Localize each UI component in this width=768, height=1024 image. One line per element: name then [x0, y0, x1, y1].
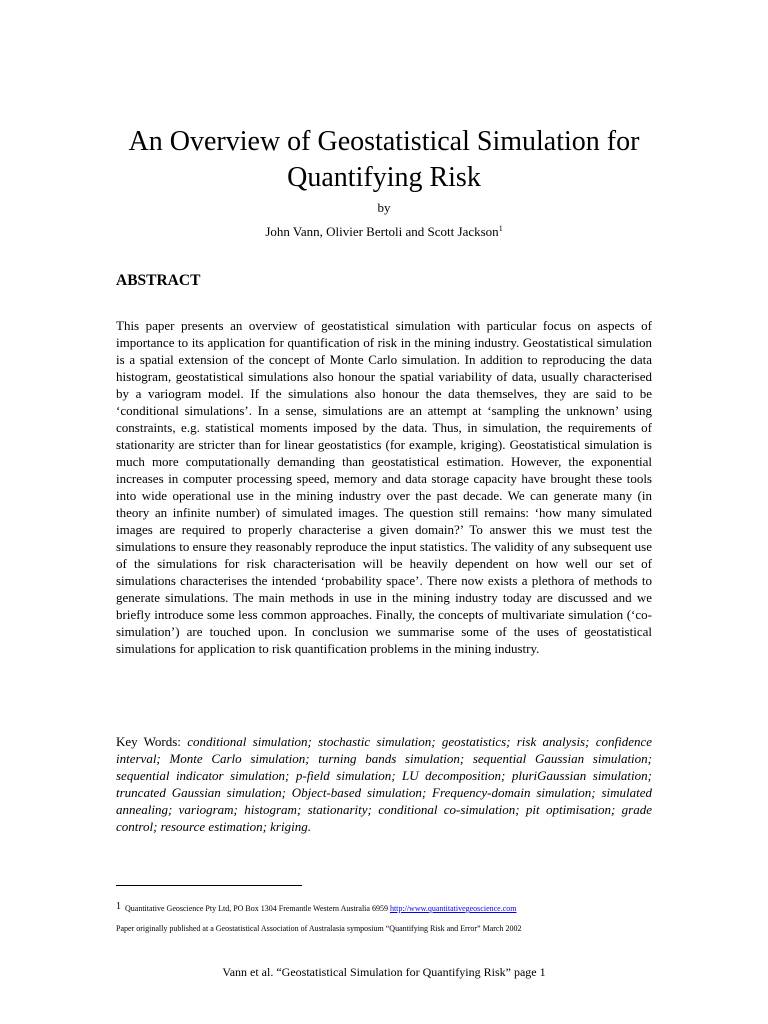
- keywords-terms: conditional simulation; stochastic simulation; geostatistics; risk analysis; confidence interval; Monte Carlo simulation; turning bands simulation; sequential Gaussian simulation; sequential indicator simulation; p-field simulation; LU decomposition; pluriGaussian simulation; truncated Gaussian simulation; Object-based simulation; Frequency-domain simulation; simulated annealing; variogram; histogram; stationarity; conditional co-simulation; pit optimisation; grade control; resource estimation; kriging.: [116, 734, 653, 834]
- author-footnote-marker: 1: [498, 224, 503, 233]
- keywords-label: Key Words:: [116, 734, 181, 749]
- by-line: by: [377, 200, 391, 215]
- footnote-divider: [116, 885, 302, 886]
- footnote-number: 1: [116, 901, 121, 912]
- keywords-paragraph: [116, 733, 652, 835]
- authors-text: John Vann, Olivier Bertoli and Scott Jackson: [265, 224, 499, 239]
- abstract-heading: ABSTRACT: [116, 272, 201, 289]
- publication-note: Paper originally published at a Geostatistical Association of Australasia symposium “Quantifying Risk and Error” March 2002: [116, 924, 522, 933]
- footnote-link[interactable]: http://www.quantitativegeoscience.com: [389, 904, 517, 913]
- footnote: [116, 901, 517, 915]
- abstract-body: This paper presents an overview of geostatistical simulation with particular focus on aspects of importance to its application for quantification of risk in the mining industry. Geostatistical simulation is a spatial extension of the concept of Monte Carlo simulation. In addition to reproducing the data histogram, geostatistical simulations also honour the spatial variability of data, usually characterised by a variogram model. If the simulations also honour the data themselves, they are said to be ‘conditional simulations’. In a sense, simulations are an attempt at ‘sampling the unknown’ using constraints, e.g. statistical moments imposed by the data. Thus, in simulation, the requirements of stationarity are stricter than for linear geostatistics (for example, kriging). Geostatistical simulation is much more computationally demanding than geostatistical estimation. However, the exponential increases in computer processing speed, memory and data storage capacity have brought these tools into wide operational use in the mining industry over the past decade. We can generate many (in theory an infinite number) of simulated images. The question still remains: ‘how many simulated images are required to properly characterise a given domain?’ To answer this we must test the simulations to ensure they reasonably reproduce the input statistics. The validity of any subsequent use of the simulations for risk characterisation will be heavily dependent on how well our set of simulations characterises the intended ‘probability space’. There now exists a plethora of methods to generate simulations. The main methods in use in the mining industry today are discussed and we briefly introduce some less common approaches. Finally, the concepts of multivariate simulation (‘co-simulation’) are touched upon. In conclusion we summarise some of the uses of geostatistical simulations for application to risk quantification problems in the mining industry.: [116, 318, 652, 656]
- page-footer: Vann et al. “Geostatistical Simulation for Quantifying Risk” page 1: [222, 965, 546, 979]
- author-list: [0, 224, 768, 240]
- footnote-text: Quantitative Geoscience Pty Ltd, PO Box 1304 Fremantle Western Australia 6959: [125, 904, 388, 913]
- paper-title: An Overview of Geostatistical Simulation for Quantifying Risk: [128, 126, 640, 193]
